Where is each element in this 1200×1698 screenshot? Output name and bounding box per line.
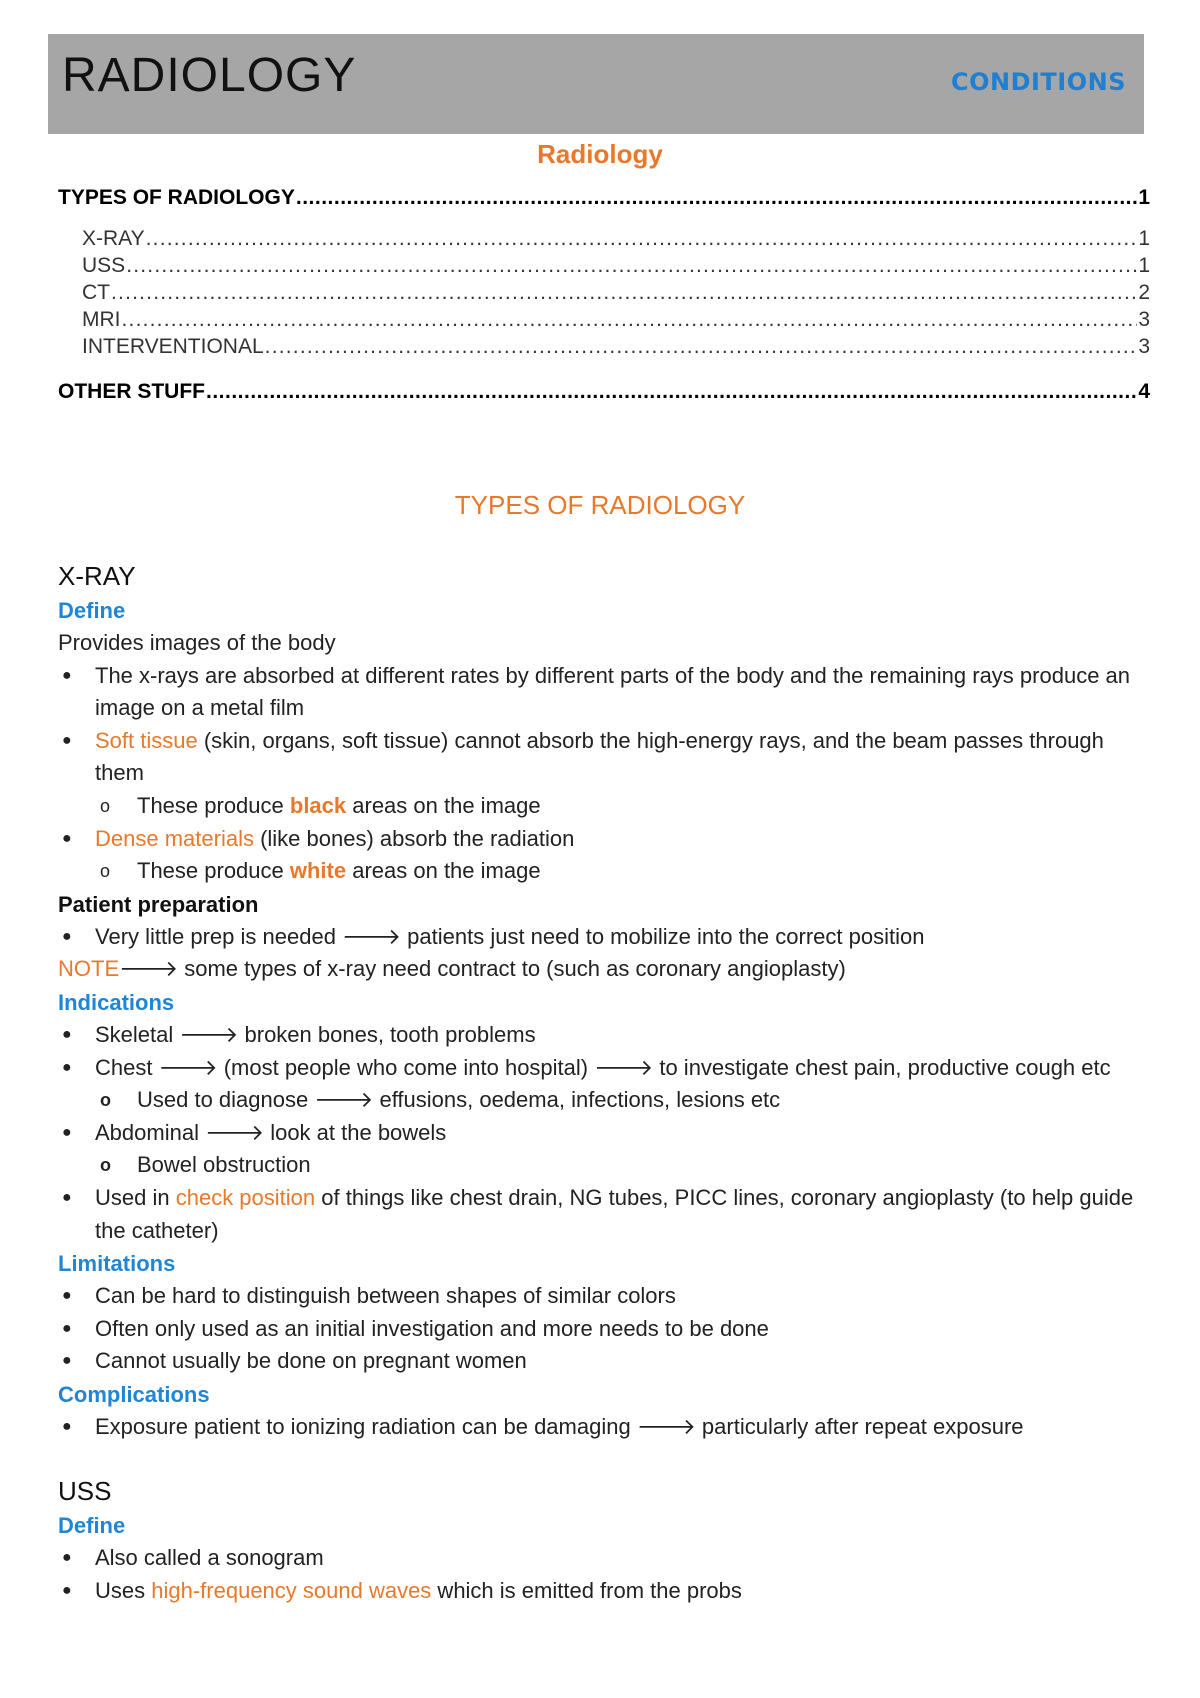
toc-label: X-RAY [82,227,145,250]
list-item-text: These produce [137,792,290,818]
xray-define-text: Provides images of the body [58,630,336,655]
toc-label: TYPES OF RADIOLOGY [58,186,295,209]
list-item-text: These produce [137,858,290,884]
toc-entry-types[interactable] [58,186,1150,212]
list-item-text: broken bones, tooth problems [238,1021,536,1047]
sub-list-item [58,790,1158,823]
header-title: RADIOLOGY [62,49,357,102]
sub-list-item [58,1084,1158,1117]
toc-leader [126,254,1137,278]
uss-heading: USS [58,1476,112,1507]
header-banner [48,34,1144,134]
circle-bullet-icon: o [100,1090,111,1111]
toc-label: MRI [82,308,121,331]
list-item-text: Bowel obstruction [137,1152,311,1178]
list-item-text: look at the bowels [264,1119,447,1145]
content-body [58,558,1158,1608]
list-item [58,725,1158,790]
list-item [58,921,1158,954]
list-item-text: effusions, oedema, infections, lesions etc [373,1087,781,1113]
bullet-icon: ● [62,1319,72,1337]
list-item [58,1411,1158,1444]
toc-leader [206,380,1137,404]
section-heading: TYPES OF RADIOLOGY [454,490,746,520]
toc-page: 3 [1138,308,1150,331]
list-item-text: which is emitted from the probs [431,1578,742,1604]
note-label: NOTE [58,956,120,982]
note-text: some types of x-ray need contract to (such as coronary angioplasty) [178,956,846,982]
list-item [58,660,1158,725]
highlight-term: high-frequency sound waves [151,1578,432,1604]
toc-label: CT [82,281,110,304]
sub-list-item [58,855,1158,888]
bullet-icon: ● [62,666,72,684]
bullet-icon: ● [62,1549,72,1567]
list-item-text: Often only used as an initial investigation and more needs to be done [95,1315,769,1341]
list-item-text: (like bones) absorb the radiation [253,825,575,851]
list-item [58,1280,1158,1313]
toc-entry-mri[interactable] [58,308,1150,334]
toc-leader [296,186,1137,210]
bullet-icon: ● [62,1058,72,1076]
toc-leader [122,308,1138,332]
list-item-text: Chest [95,1054,159,1080]
toc-entry-xray[interactable] [58,227,1150,253]
highlight-term: Dense materials [95,825,254,851]
toc-page: 2 [1138,281,1150,304]
list-item-text: of things like chest drain, NG tubes, PICC lines, coronary angioplasty (to help guide the catheter) [95,1184,1134,1243]
list-item-text: Skeletal [95,1021,180,1047]
list-item-text: areas on the image [346,858,541,884]
list-item [58,1542,1158,1575]
list-item [58,1345,1158,1378]
arrow-icon: 🡒 [342,923,402,949]
arrow-icon: 🡒 [314,1087,374,1113]
xray-indications-label: Indications [58,989,175,1015]
list-item [58,1575,1158,1608]
toc-page: 1 [1138,186,1150,209]
circle-bullet-icon: o [100,861,111,882]
list-item [58,1182,1158,1247]
bullet-icon: ● [62,1123,72,1141]
uss-define-label: Define [58,1513,126,1539]
list-item [58,1052,1158,1085]
bullet-icon: ● [62,731,72,749]
highlight-term: white [289,858,347,884]
list-item-text: Exposure patient to ionizing radiation can be damaging [95,1413,637,1439]
bullet-icon: ● [62,1582,72,1600]
toc-leader [146,227,1138,251]
list-item-text: areas on the image [346,792,541,818]
list-item-text: to investigate chest pain, productive cough etc [653,1054,1111,1080]
bullet-icon: ● [62,927,72,945]
arrow-icon: 🡒 [119,956,179,982]
list-item-text: Uses [95,1578,152,1604]
list-item-text: Used to diagnose [137,1087,315,1113]
sub-list-item [58,1149,1158,1182]
list-item [58,823,1158,856]
circle-bullet-icon: o [100,795,111,816]
list-item [58,1019,1158,1052]
highlight-term: check position [175,1184,316,1210]
toc-entry-other[interactable] [58,380,1150,406]
toc-label: OTHER STUFF [58,380,205,403]
toc-label: USS [82,254,126,277]
section-gap [58,1443,1158,1473]
bullet-icon: ● [62,1287,72,1305]
list-item-text: Used in [95,1184,176,1210]
list-item [58,1313,1158,1346]
xray-limitations-label: Limitations [58,1251,176,1277]
bullet-icon: ● [62,1352,72,1370]
toc-entry-interventional[interactable] [58,335,1150,361]
arrow-icon: 🡒 [636,1413,696,1439]
note-line [58,953,1158,986]
bullet-icon: ● [62,1188,72,1206]
toc-page: 4 [1138,380,1150,403]
list-item [58,1117,1158,1150]
arrow-icon: 🡒 [179,1021,239,1047]
toc-page: 1 [1138,227,1150,250]
list-item-text: Cannot usually be done on pregnant women [95,1348,527,1374]
toc-leader [265,335,1138,359]
list-item-text: (most people who come into hospital) [217,1054,595,1080]
highlight-term: black [289,792,347,818]
xray-heading: X-RAY [58,561,136,591]
arrow-icon: 🡒 [158,1054,218,1080]
list-item-text: (skin, organs, soft tissue) cannot absorb the high-energy rays, and the beam passes through them [95,727,1104,786]
xray-complications-label: Complications [58,1381,210,1407]
list-item-text: particularly after repeat exposure [695,1413,1024,1439]
arrow-icon: 🡒 [205,1119,265,1145]
toc-entry-uss[interactable] [58,254,1150,280]
bullet-icon: ● [62,1417,72,1435]
xray-prep-label: Patient preparation [58,891,259,917]
bullet-icon: ● [62,829,72,847]
circle-bullet-icon: o [100,1155,111,1176]
list-item-text: patients just need to mobilize into the correct position [401,923,925,949]
list-item-text: The x-rays are absorbed at different rates by different parts of the body and the remaining rays produce an image on a metal film [95,662,1131,721]
highlight-term: Soft tissue [95,727,198,753]
header-category: CONDITIONS [950,68,1126,96]
document-title: Radiology [537,139,663,169]
list-item-text: Abdominal [95,1119,206,1145]
toc-page: 1 [1138,254,1150,277]
bullet-icon: ● [62,1025,72,1043]
toc-leader [111,281,1137,305]
toc-entry-ct[interactable] [58,281,1150,307]
arrow-icon: 🡒 [594,1054,654,1080]
list-item-text: Very little prep is needed [95,923,343,949]
xray-define-label: Define [58,598,126,623]
toc-page: 3 [1138,335,1150,358]
toc-label: INTERVENTIONAL [82,335,264,358]
list-item-text: Can be hard to distinguish between shapes of similar colors [95,1283,676,1309]
list-item-text: Also called a sonogram [95,1545,324,1571]
